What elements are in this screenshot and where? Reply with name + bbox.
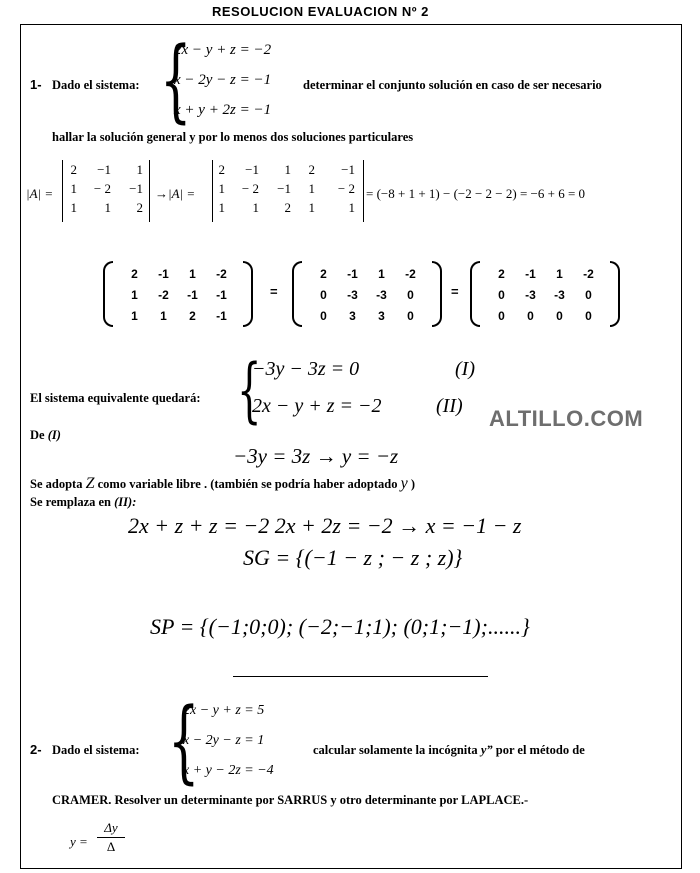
det-result: = (−8 + 1 + 1) − (−2 − 2 − 2) = −6 + 6 = 0 [366,186,586,201]
equiv-brace: { [237,349,262,431]
problem-1-number: 1- [30,77,42,92]
equiv-tag-2: (II) [436,395,463,417]
eq-sign-2: = [451,284,459,299]
eq-x: 2x + z + z = −2 2x + 2z = −2 → x = −1 − z [128,513,522,538]
eq-sp: SP = {(−1;0;0); (−2;−1;1); (0;1;−1);......} [150,614,530,639]
page-title: RESOLUCION EVALUACION Nº 2 [212,4,429,19]
adopta-line: Se adopta Z como variable libre . (también se podría haber adoptado y ) [30,475,416,492]
y-lhs: y = [70,834,88,849]
problem-2-lead: Dado el sistema: [52,743,140,757]
equiv-label: El sistema equivalente quedará: [30,391,201,405]
problem-1-after: determinar el conjunto solución en caso de ser necesario [303,78,602,92]
det-matrix: 2 −1 1 1 − 2 −1 1 1 2 [62,160,150,222]
system-1-eq-2: x − 2y − z = −1 [174,72,272,88]
problem-2-after: calcular solamente la incógnita y” por el método de [313,743,585,757]
watermark-text: ALTILLO.COM [489,406,644,431]
system-2-eq-1: 2x − y + z = 5 [183,703,265,718]
system-1-eq-1: 2x − y + z = −2 [174,42,272,58]
y-denominator: Δ [106,839,116,854]
remplaza-line: Se remplaza en (II): [30,495,137,509]
eq-de: −3y = 3z → y = −z [233,444,399,468]
eq-sg: SG = {(−1 − z ; − z ; z)} [243,545,463,570]
det-label: |A| = [26,186,54,201]
arrow-label: →|A| = [155,186,196,201]
problem-1-lead: Dado el sistema: [52,78,140,92]
equiv-eq-2: 2x − y + z = −2 [252,395,382,417]
sarrus-matrix: 2 −1 1 2 −1 1 − 2 −1 1 − 2 1 1 2 1 1 [212,160,364,222]
problem-2-line2: CRAMER. Resolver un determinante por SARRUS y otro determinante por LAPLACE.- [52,793,529,807]
system-1-eq-3: x + y + 2z = −1 [174,102,272,118]
matrix-3: 2 -1 1 -2 0 -3 -3 0 0 0 0 0 [470,261,620,327]
system-2-eq-3: x + y − 2z = −4 [183,763,274,778]
y-numerator: Δy [104,820,118,835]
equiv-tag-1: (I) [455,358,475,380]
matrix-1: 2 -1 1 -2 1 -2 -1 -1 1 1 2 -1 [103,261,253,327]
divider [233,676,488,677]
de-label: De (I) [30,428,61,442]
system-2-eq-2: x − 2y − z = 1 [183,733,265,748]
y-fraction [97,820,125,855]
eq-sign-1: = [270,284,278,299]
system-1-brace: { [160,28,192,133]
problem-2-number: 2- [30,742,42,757]
matrix-2: 2 -1 1 -2 0 -3 -3 0 0 3 3 0 [292,261,442,327]
problem-1-line2: hallar la solución general y por lo menos dos soluciones particulares [52,130,414,144]
equiv-eq-1: −3y − 3z = 0 [252,358,360,380]
system-2-brace: { [168,689,200,794]
